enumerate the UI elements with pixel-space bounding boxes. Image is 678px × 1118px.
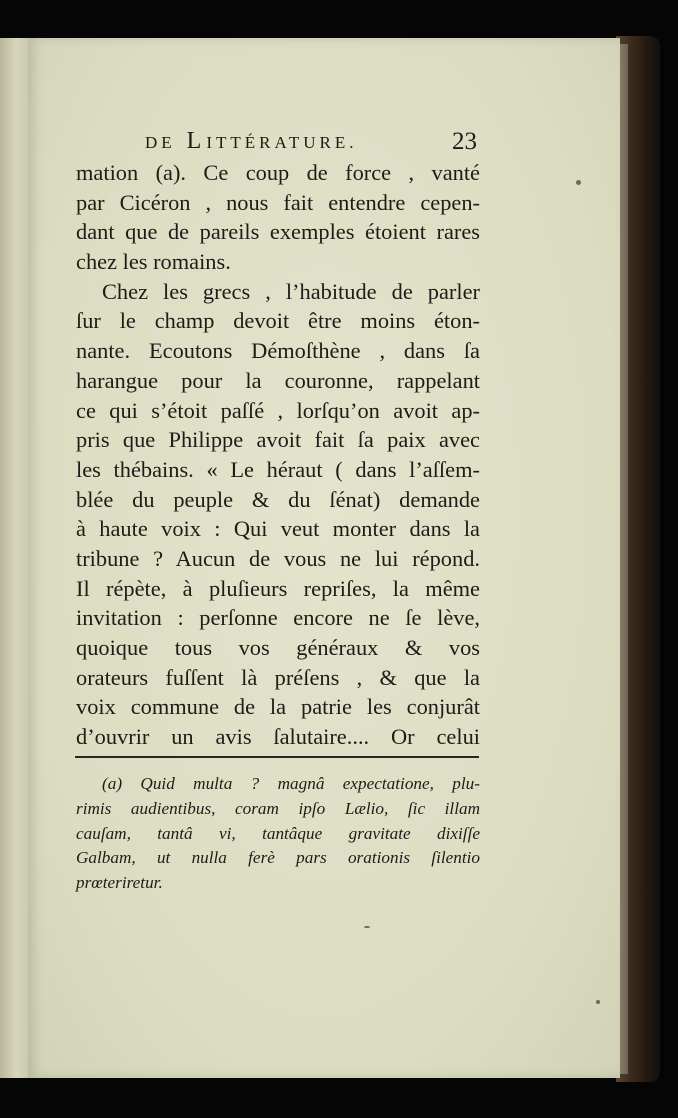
footnote-line: rimis audientibus, coram ipſo Lælio, ſic illam bbox=[76, 798, 480, 818]
footnote bbox=[76, 772, 480, 896]
text-line: blée du peuple & du ſénat) demande bbox=[76, 486, 480, 512]
footnote-line: cauſam, tantâ vi, tantâque gravitate dixiſſe bbox=[76, 823, 480, 843]
text-line: mation (a). Ce coup de force , vanté bbox=[76, 160, 480, 185]
book-spine-left bbox=[0, 38, 31, 1078]
text-line: invitation : perſonne encore ne ſe lève, bbox=[76, 605, 480, 631]
running-head-title-cap: L bbox=[186, 128, 207, 154]
text-line: à haute voix : Qui veut monter dans la bbox=[76, 516, 480, 542]
text-line: ce qui s’étoit paſſé , lorſqu’on avoit ap- bbox=[76, 397, 480, 423]
footnote-rule bbox=[75, 756, 479, 758]
footnote-line: prœteriretur. bbox=[76, 873, 163, 893]
text-line: par Cicéron , nous fait entendre cepen- bbox=[76, 189, 480, 215]
text-line: d’ouvrir un avis ſalutaire.... Or celui bbox=[76, 724, 480, 750]
text-line: ſur le champ devoit être moins éton- bbox=[76, 308, 480, 334]
text-line: Chez les grecs , l’habitude de parler bbox=[102, 278, 480, 304]
text-line: nante. Ecoutons Démoſthène , dans ſa bbox=[76, 338, 480, 364]
text-line: orateurs fuſſent là préſens , & que la bbox=[76, 664, 480, 690]
text-line: voix commune de la patrie les conjurât bbox=[76, 694, 480, 720]
page-number: 23 bbox=[452, 128, 477, 155]
footnote-line: (a) Quid multa ? magnâ expectatione, plu- bbox=[102, 774, 480, 793]
text-line: tribune ? Aucun de vous ne lui répond. bbox=[76, 545, 480, 571]
running-head-prefix: DE bbox=[145, 133, 176, 152]
text-line: chez les romains. bbox=[76, 249, 231, 275]
footnote-line: Galbam, ut nulla ferè pars orationis ſilentio bbox=[76, 848, 480, 868]
paper-speck bbox=[576, 180, 581, 185]
text-line: quoique tous vos généraux & vos bbox=[76, 635, 480, 660]
running-head-title-rest: ITTÉRATURE. bbox=[206, 133, 358, 152]
paper-speck bbox=[596, 1000, 600, 1004]
running-head bbox=[145, 128, 495, 158]
text-line: Il répète, à pluſieurs repriſes, la même bbox=[76, 575, 480, 601]
body-text bbox=[76, 158, 480, 752]
text-line: les thébains. « Le héraut ( dans l’aſſem- bbox=[76, 456, 480, 482]
text-line: harangue pour la couronne, rappelant bbox=[76, 367, 480, 393]
text-line: dant que de pareils exemples étoient rares bbox=[76, 219, 480, 245]
paper-speck bbox=[364, 926, 370, 928]
text-line: pris que Philippe avoit fait ſa paix avec bbox=[76, 427, 480, 453]
